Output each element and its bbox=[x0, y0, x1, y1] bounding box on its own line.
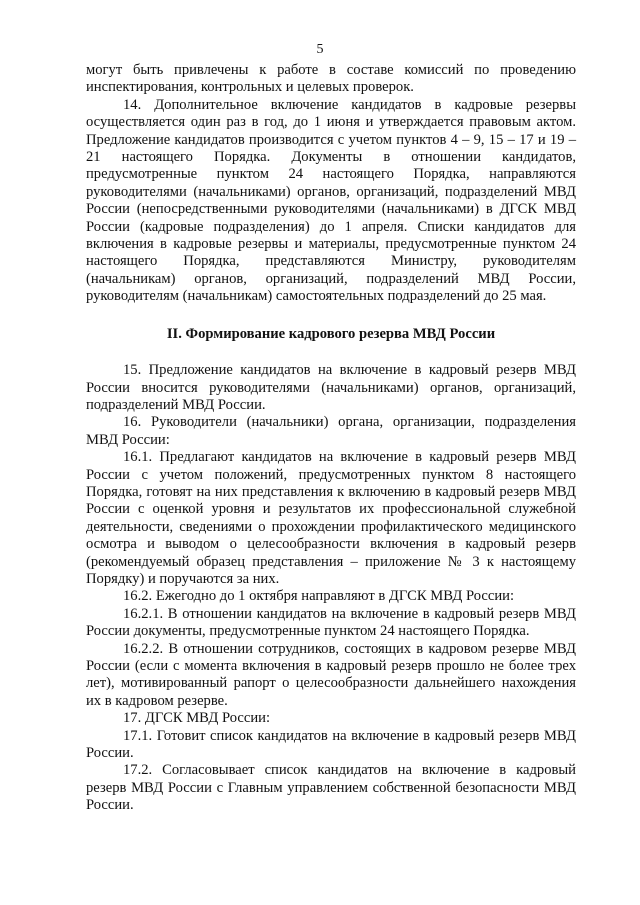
section-heading: II. Формирование кадрового резерва МВД России bbox=[166, 325, 496, 342]
paragraph-16-1: 16.1. Предлагают кандидатов на включение в кадровый резерв МВД России с учетом положений, предусмотренных пунктом 8 настоящего Порядка, готовят на них представления к включению в кадровый резерв МВД России с оценкой уровня и результатов их профессиональной служебной деятельности, сведениями о прохождении профилактического медицинского осмотра и выводом о целесообразности включения в кадровый резерв (рекомендуемый образец представления – приложение № 3 к настоящему Порядку) и поручаются за них. bbox=[86, 449, 576, 587]
paragraph-17: 17. ДГСК МВД России: bbox=[123, 710, 271, 727]
paragraph-16-2: 16.2. Ежегодно до 1 октября направляют в ДГСК МВД России: bbox=[123, 588, 515, 605]
paragraph-14: 14. Дополнительное включение кандидатов в кадровые резервы осуществляется один раз в год, до 1 июня и утверждается правовым актом. Предложение кандидатов производится с учетом пунктов 4 – 9, 15 – 17 и 19 – 21 настоящего Порядка. Документы в отношении кандидатов, предусмотренные пунктом 24 настоящего Порядка, направляются руководителями (начальниками) органов, организаций, подразделений МВД России (непосредственными руководителями (начальниками) в ДГСК МВД России (кадровые подразделения) до 1 апреля. Списки кандидатов для включения в кадровые резервы и материалы, предусмотренные пунктом 24 настоящего Порядка, представляются Министру, руководителям (начальникам) органов, организаций, подразделений МВД России, руководителям (начальникам) самостоятельных подразделений до 25 мая. bbox=[86, 96, 576, 305]
paragraph-15: 15. Предложение кандидатов на включение в кадровый резерв МВД России вносится руководителями (начальниками) органов, организаций, подразделений МВД России. bbox=[86, 362, 576, 413]
paragraph-continuation: могут быть привлечены к работе в составе комиссий по проведению инспектирования, контрольных и целевых проверок. bbox=[86, 62, 576, 96]
paragraph-17-1: 17.1. Готовит список кандидатов на включение в кадровый резерв МВД России. bbox=[86, 727, 576, 762]
paragraph-17-2: 17.2. Согласовывает список кандидатов на включение в кадровый резерв МВД России с Главным управлением собственной безопасности МВД России. bbox=[86, 762, 576, 814]
paragraph-16: 16. Руководители (начальники) органа, организации, подразделения МВД России: bbox=[86, 414, 576, 448]
paragraph-16-2-1: 16.2.1. В отношении кандидатов на включение в кадровый резерв МВД России документы, предусмотренные пунктом 24 настоящего Порядка. bbox=[86, 605, 576, 640]
document-body bbox=[86, 62, 576, 815]
paragraph-16-2-2: 16.2.2. В отношении сотрудников, состоящих в кадровом резерве МВД России (если с момента включения в кадровый резерв прошло не более трех лет), мотивированный рапорт о целесообразности дальнейшего нахождения их в кадровом резерве. bbox=[86, 640, 576, 709]
page-number: 5 bbox=[316, 42, 324, 57]
